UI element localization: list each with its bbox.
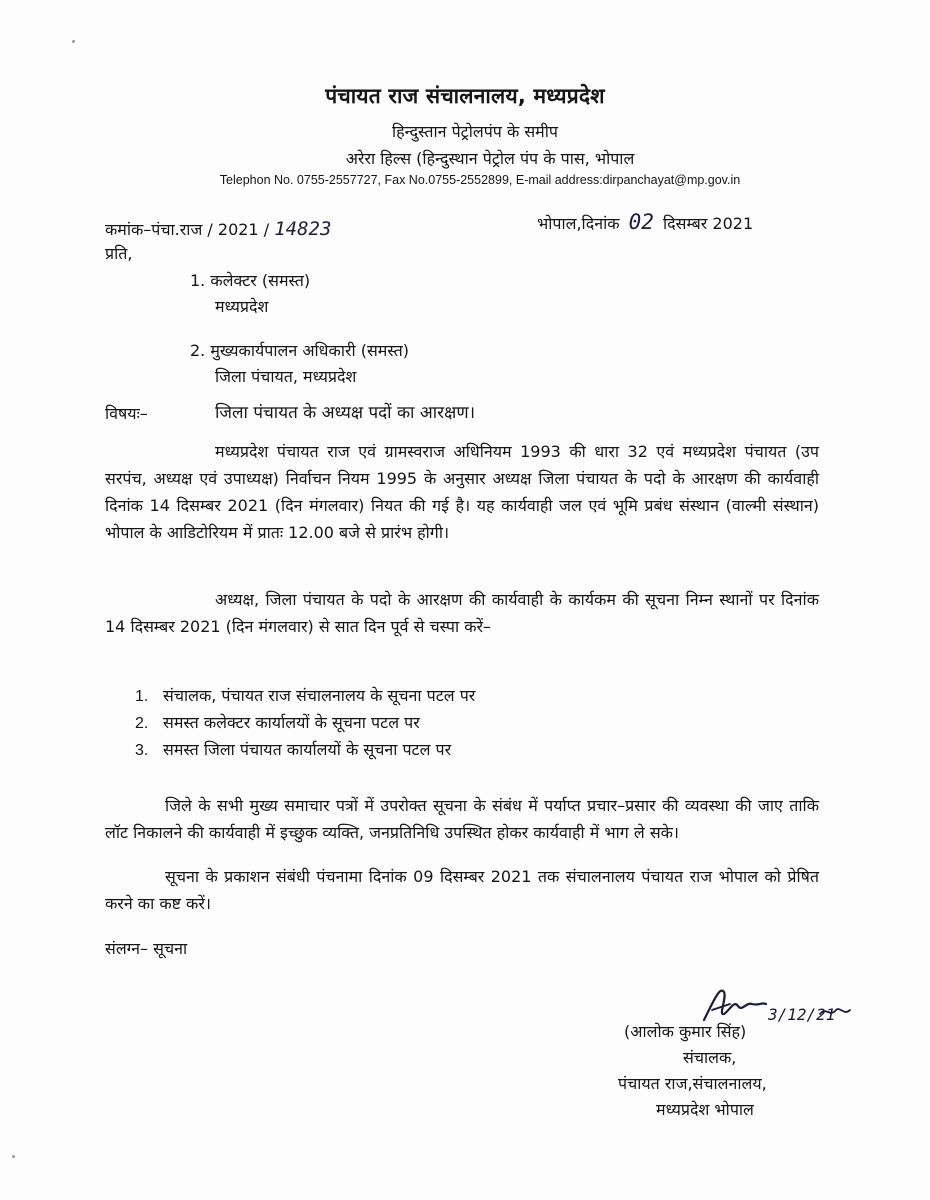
list-item xyxy=(135,711,420,733)
recipient-2-line-1: 2. मुख्यकार्यपालन अधिकारी (समस्त) xyxy=(190,341,409,360)
to-label: प्रति, xyxy=(105,244,133,263)
office-contact-line: Telephon No. 0755-2557727, Fax No.0755-2552899, E-mail address:dirpanchayat@mp.gov.in xyxy=(219,173,741,187)
list-text: समस्त जिला पंचायत कार्यालयों के सूचना पटल पर xyxy=(163,740,452,759)
subject-text: जिला पंचायत के अध्यक्ष पदों का आरक्षण। xyxy=(215,403,476,423)
signatory-office: पंचायत राज,संचालनालय, xyxy=(618,1074,767,1093)
list-item xyxy=(135,738,451,760)
signatory-place: मध्यप्रदेश भोपाल xyxy=(656,1100,754,1119)
signatory-title: संचालक, xyxy=(683,1048,737,1067)
list-text: संचालक, पंचायत राज संचालनालय के सूचना पटल पर xyxy=(163,686,476,705)
scan-speck xyxy=(72,40,75,43)
date-month-year: दिसम्बर 2021 xyxy=(663,214,754,233)
enclosure-note: संलग्न– सूचना xyxy=(105,939,188,958)
paragraph-notice-display: अध्यक्ष, जिला पंचायत के पदो के आरक्षण की कार्यवाही के कार्यकम की सूचना निम्न स्थानों पर दिनांक 14 दिसम्बर 2021 (दिन मंगलवार) से सात दिन पूर्व से चस्पा करें– xyxy=(105,590,819,636)
date-handwritten-day: 02 xyxy=(628,210,654,234)
list-number: 2. xyxy=(135,715,149,732)
recipient-2-line-2: जिला पंचायत, मध्यप्रदेश xyxy=(215,367,357,386)
recipient-1-line-2: मध्यप्रदेश xyxy=(215,297,269,316)
recipient-1-line-1: 1. कलेक्टर (समस्त) xyxy=(190,271,311,290)
signatory-name: (आलोक कुमार सिंह) xyxy=(624,1022,747,1041)
list-text: समस्त कलेक्टर कार्यालयों के सूचना पटल पर xyxy=(163,713,420,732)
paragraph-panchnama: सूचना के प्रकाशन संबंधी पंचनामा दिनांक 09 दिसम्बर 2021 तक संचालनालय पंचायत राज भोपाल को प्रेषित करने का कष्ट करें। xyxy=(105,867,819,913)
paragraph-publicity: जिले के सभी मुख्य समाचार पत्रों में उपरोक्त सूचना के संबंध में पर्याप्त प्रचार–प्रसार की व्यवस्था की जाए ताकि लॉट निकालने की कार्यवाही में इच्छुक व्यक्ति, जनप्रतिनिधि उपस्थित होकर कार्यवाही में भाग ले सके। xyxy=(105,796,819,842)
paragraph-reservation-schedule: मध्यप्रदेश पंचायत राज एवं ग्रामस्वराज अधिनियम 1993 की धारा 32 एवं मध्यप्रदेश पंचायत (उप सरपंच, अध्यक्ष एवं उपाध्यक्ष) निर्वाचन नियम 1995 के अनुसार अध्यक्ष जिला पंचायत के पदो के आरक्षण की कार्यवाही दिनांक 14 दिसम्बर 2021 (दिन मंगलवार) नियत की गई है। यह कार्यवाही जल एवं भूमि प्रबंध संस्थान (वाल्मी संस्थान) भोपाल के आडिटोरियम में प्रातः 12.00 बजे से प्रारंभ होगी। xyxy=(105,442,819,542)
date-prefix: भोपाल,दिनांक xyxy=(537,214,620,233)
office-address-line-2: अरेरा हिल्स (हिन्दुस्थान पेट्रोल पंप के पास, भोपाल xyxy=(345,149,635,168)
office-title: पंचायत राज संचालनालय, मध्यप्रदेश xyxy=(325,84,605,108)
subject-label: विषयः– xyxy=(105,404,148,423)
list-number: 1. xyxy=(135,688,149,705)
list-number: 3. xyxy=(135,742,149,759)
reference-number xyxy=(105,218,331,240)
scan-speck xyxy=(12,1155,15,1158)
signature-date-note: 3/12/21 xyxy=(768,1005,836,1024)
reference-handwritten-number: 14823 xyxy=(274,218,332,240)
office-address-line-1: हिन्दुस्तान पेट्रोलपंप के समीप xyxy=(392,122,558,141)
letter-date xyxy=(537,210,753,234)
list-item xyxy=(135,684,475,706)
reference-prefix: कमांक–पंचा.राज / 2021 / xyxy=(105,220,270,239)
